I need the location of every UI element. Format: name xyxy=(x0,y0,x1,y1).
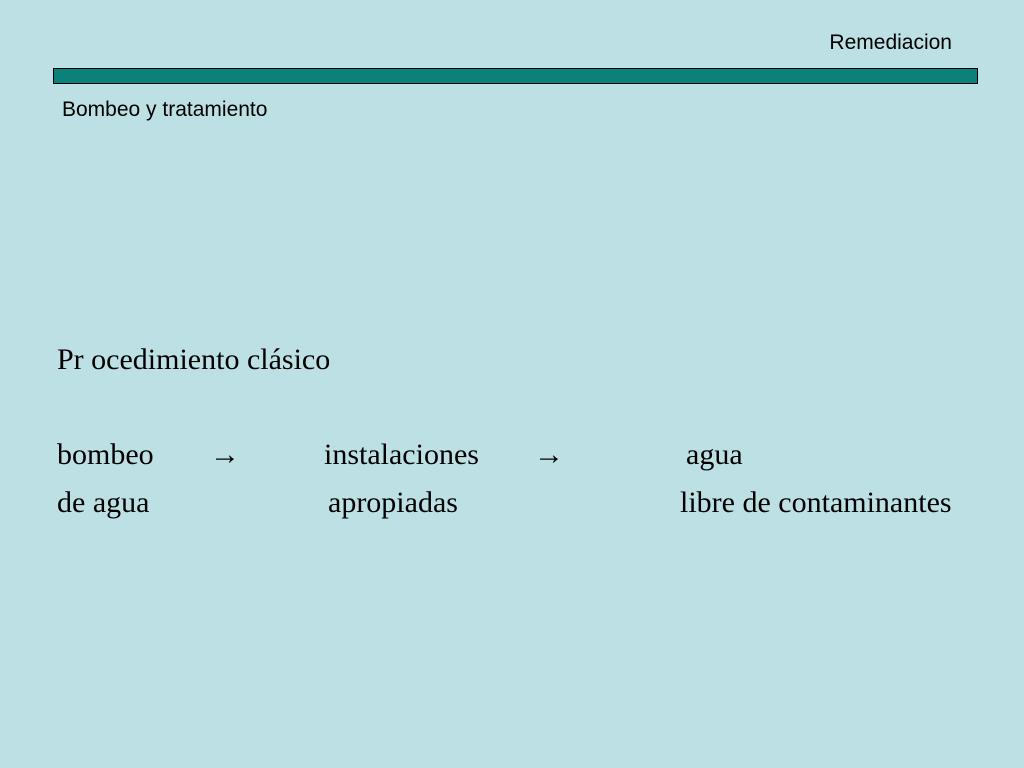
step-2-line-2: apropiadas xyxy=(328,486,458,519)
step-1-line-2: de agua xyxy=(57,486,150,519)
step-1-line-1: bombeo xyxy=(57,438,154,471)
section-title: Remediacion xyxy=(829,31,952,54)
slide-subtitle: Bombeo y tratamiento xyxy=(62,98,268,121)
header-bar xyxy=(53,68,978,84)
arrow-right-icon: → xyxy=(210,438,240,471)
step-2-line-1: instalaciones xyxy=(324,438,479,471)
step-3-line-2: libre de contaminantes xyxy=(680,486,952,519)
procedure-heading: Pr ocedimiento clásico xyxy=(57,343,331,376)
step-3-line-1: agua xyxy=(686,438,743,471)
arrow-right-icon: → xyxy=(534,438,564,471)
